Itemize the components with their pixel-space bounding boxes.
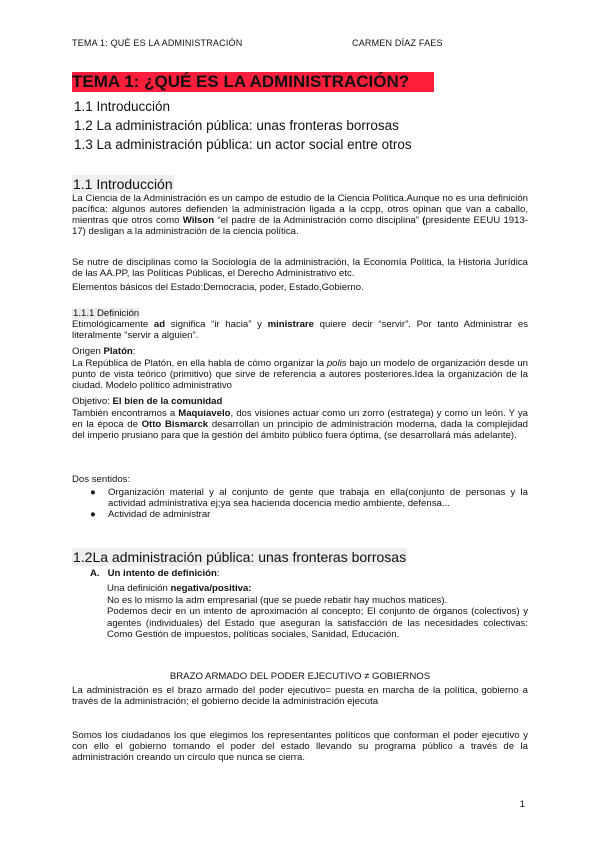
page-title: TEMA 1: ¿QUÉ ES LA ADMINISTRACIÓN?: [72, 72, 434, 92]
section-heading-1-2: 1.2La administración pública: unas fronteras borrosas: [73, 549, 407, 565]
list-item: ● Organización material y al conjunto de gente que trabaja en ella(conjunto de personas y la actividad administrativa ej;ya sea hacienda docencia medio ambiente, defensa...: [90, 487, 528, 509]
etymology-paragraph: Etimológicamente ad significa “ir hacia” y ministrare quiere decir “servir”. Por tanto Administrar es literalmente “servir a alguien”.: [72, 319, 528, 341]
bullet-icon: ●: [90, 487, 96, 498]
executive-paragraph: La administración es el brazo armado del poder ejecutivo= puesta en marcha de la política, gobierno a través de la administración; el gobierno decide la administración ejecuta: [72, 685, 528, 707]
toc-item-2: 1.2 La administración pública: unas fronteras borrosas: [74, 118, 399, 133]
maquiavelo-paragraph: También encontramos a Maquiavelo, dos visiones actuar como un zorro (estratega) y como un león. Y ya en la época de Otto Bismarck desarrollan un principio de administración moderna, dada la complejidad del imperio prusiano para que la gestión del ámbito público fuera óptima, (se desarrollará más adelante).: [72, 408, 528, 441]
disciplines-paragraph: Se nutre de disciplinas como la Sociología de la administración, la Economía Política, la Historia Jurídica de las AA.PP, las Políticas Públicas, el Derecho Administrativo etc.: [72, 257, 528, 279]
subsection-heading-definicion: 1.1.1 Definición: [73, 308, 140, 319]
senses-list: [72, 487, 528, 520]
brazo-armado-line: BRAZO ARMADO DEL PODER EJECUTIVO ≠ GOBIERNOS: [169, 671, 431, 682]
citizens-paragraph: Somos los ciudadanos los que elegimos los representantes políticos que conforman el poder ejecutivo y con ello el gobierno tomando el poder del estado llevando su programa público a través de la administración creando un círculo que nunca se cierra.: [72, 730, 528, 763]
header-left: TEMA 1: QUÉ ES LA ADMINISTRACIÓN: [72, 38, 243, 48]
basic-elements-line: Elementos básicos del Estado:Democracia, poder, Estado,Gobierno.: [72, 282, 364, 293]
list-item: ● Actividad de administrar: [90, 509, 211, 520]
subsection-a-heading: A. Un intento de definición:: [90, 568, 220, 579]
republic-paragraph: La República de Platón, en ella habla de cómo organizar la polis bajo un modelo de organización desde un punto de vista teórico (primitivo) que sirve de referencia a autores posteriores.Idea la organización de la ciudad. Modelo político administrativo: [72, 358, 528, 391]
bullet-icon: ●: [90, 509, 96, 520]
two-senses-line: Dos sentidos:: [72, 474, 131, 485]
section-heading-1-1: 1.1 Introducción: [73, 176, 173, 192]
definition-block: Una definición negativa/positiva: No es lo mismo la adm empresarial (que se puede rebatir hay muchos matices). Podemos decir en un intento de aproximación al concepto; El conjunto de órganos (colectivos) y agentes (individuales) del Estado que aseguran la satisfacción de las necesidades colectivas: Como Gestión de impuestos, políticas sociales, Sanidad, Educación.: [107, 583, 528, 641]
page-number: 1: [519, 799, 525, 810]
objective-line: Objetivo: El bien de la comunidad: [72, 396, 223, 407]
header-right: CARMEN DÍAZ FAES: [352, 38, 443, 48]
origin-line: Origen Platón:: [72, 346, 136, 357]
toc-item-3: 1.3 La administración pública: un actor social entre otros: [74, 137, 412, 152]
intro-paragraph: La Ciencia de la Administración es un campo de estudio de la Ciencia Política.Aunque no es una definición pacífica: algunos autores defienden la administración ligada a la ccpp, otros opinan que van a caballo, mientras que otros como Wilson “el padre de la Administración como disciplina” (presidente EEUU 1913-17) desligan a la administración de la ciencia política.: [72, 193, 529, 237]
toc-item-1: 1.1 Introducción: [74, 99, 171, 114]
